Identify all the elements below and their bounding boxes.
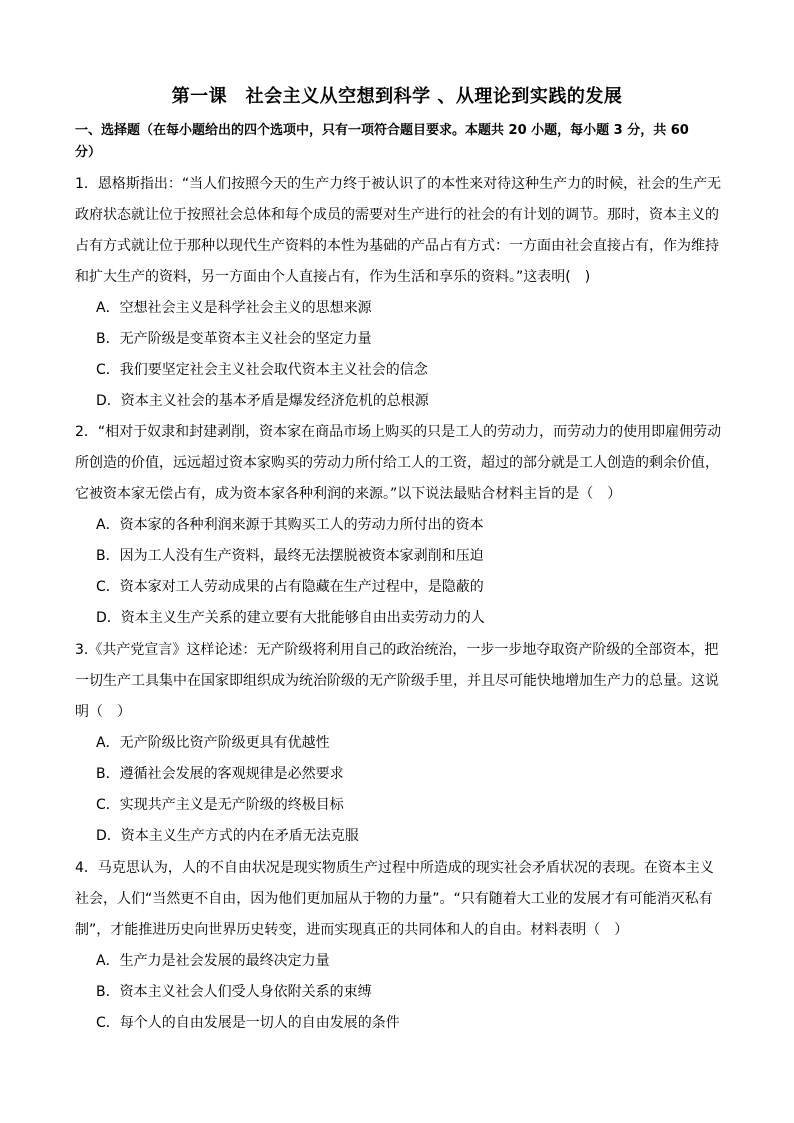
option-c: C．我们要坚定社会主义社会取代资本主义社会的信念 [96, 362, 428, 378]
option-d: D．资本主义生产方式的内在矛盾无法克服 [96, 828, 359, 844]
option-b: B．因为工人没有生产资料，最终无法摆脱被资本家剥削和压迫 [96, 548, 484, 564]
question-text-line: 和扩大生产的资料，另一方面由个人直接占有，作为生活和享乐的资料。”这表明( ) [75, 269, 591, 285]
option-c: C．每个人的自由发展是一切人的自由发展的条件 [96, 1015, 400, 1031]
question-text-line: 制”，才能推进历史向世界历史转变，进而实现真正的共同体和人的自由。材料表明（ ） [75, 922, 629, 938]
question-text-line: 1．恩格斯指出：“当人们按照今天的生产力终于被认识了的本性来对待这种生产力的时候，社会的生产无 [75, 176, 722, 192]
option-a: A．无产阶级比资产阶级更具有优越性 [96, 735, 330, 751]
question-text-line: 3.《共产党宣言》这样论述：无产阶级将利用自己的政治统治，一步一步地夺取资产阶级的全部资本，把 [75, 642, 719, 658]
question-text-line: 4．马克思认为，人的不自由状况是现实物质生产过程中所造成的现实社会矛盾状况的表现。在资本主义 [75, 860, 714, 876]
option-b: B．遵循社会发展的客观规律是必然要求 [96, 766, 344, 782]
question-text-line: 政府状态就让位于按照社会总体和每个成员的需要对生产进行的社会的有计划的调节。那时，资本主义的 [75, 207, 719, 223]
question-text-line: 占有方式就让位于那种以现代生产资料的本性为基础的产品占有方式：一方面由社会直接占有，作为维持 [75, 238, 719, 254]
question-text-line: 明（ ） [75, 704, 131, 720]
option-a: A．空想社会主义是科学社会主义的思想来源 [96, 300, 372, 316]
question-text-line: 2．“相对于奴隶和封建剥削，资本家在商品市场上购买的只是工人的劳动力，而劳动力的使用即雇佣劳动 [75, 424, 722, 440]
option-c: C．实现共产主义是无产阶级的终极目标 [96, 797, 344, 813]
option-d: D．资本主义社会的基本矛盾是爆发经济危机的总根源 [96, 393, 429, 409]
question-text-line: 一切生产工具集中在国家即组织成为统治阶级的无产阶级手里，并且尽可能快地增加生产力的总量。这说 [75, 673, 719, 689]
option-c: C．资本家对工人劳动成果的占有隐藏在生产过程中，是隐蔽的 [96, 579, 484, 595]
question-text-line: 它被资本家无偿占有，成为资本家各种利润的来源。”以下说法最贴合材料主旨的是（ ） [75, 486, 622, 502]
option-a: A．生产力是社会发展的最终决定力量 [96, 953, 330, 969]
option-a: A．资本家的各种利润来源于其购买工人的劳动力所付出的资本 [96, 517, 484, 533]
option-b: B．资本主义社会人们受人身依附关系的束缚 [96, 984, 372, 1000]
question-text-line: 社会，人们“当然更不自由，因为他们更加屈从于物的力量”。“只有随着大工业的发展才有可能消灭私有 [75, 891, 713, 907]
option-d: D．资本主义生产关系的建立要有大批能够自由出卖劳动力的人 [96, 610, 485, 626]
section-heading-line-2: 分） [75, 145, 102, 160]
page-title: 第一课 社会主义从空想到科学 、从理论到实践的发展 [171, 86, 623, 107]
option-b: B．无产阶级是变革资本主义社会的坚定力量 [96, 331, 372, 347]
question-text-line: 所创造的价值，远远超过资本家购买的劳动力所付给工人的工资，超过的部分就是工人创造的剩余价值， [75, 455, 719, 471]
section-heading-line-1: 一、选择题（在每小题给出的四个选项中，只有一项符合题目要求。本题共 20 小题，每小题 3 分，共 60 [75, 123, 689, 138]
